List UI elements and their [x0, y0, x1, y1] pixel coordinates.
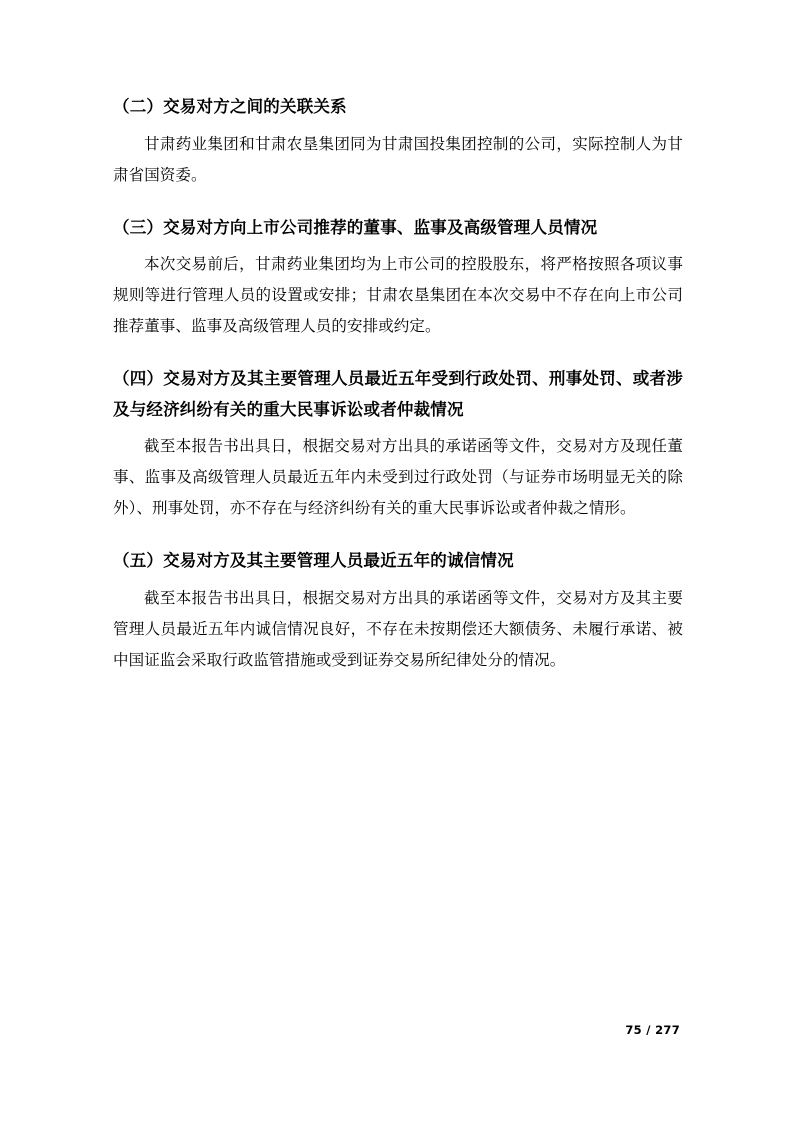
section-paragraph-5-1: 截至本报告书出具日，根据交易对方出具的承诺函等文件，交易对方及其主要管理人员最近五年内诚信情况良好，不存在未按期偿还大额债务、未履行承诺、被中国证监会采取行政监管措施或受到证券交易所纪律处分的情况。	[113, 589, 683, 669]
section-heading-3: （三）交易对方向上市公司推荐的董事、监事及高级管理人员情况	[113, 217, 598, 237]
page-number: 75 / 277	[625, 1023, 680, 1037]
section-heading-2: （二）交易对方之间的关联关系	[113, 97, 347, 116]
section-paragraph-4-1: 截至本报告书出具日，根据交易对方出具的承诺函等文件，交易对方及现任董事、监事及高级管理人员最近五年内未受到过行政处罚（与证券市场明显无关的除外）、刑事处罚，亦不存在与经济纠纷有关的重大民事诉讼或者仲裁之情形。	[113, 438, 683, 518]
section-paragraph-2-1: 甘肃药业集团和甘肃农垦集团同为甘肃国投集团控制的公司，实际控制人为甘肃省国资委。	[113, 135, 683, 184]
section-heading-4: （四）交易对方及其主要管理人员最近五年受到行政处罚、刑事处罚、或者涉及与经济纠纷有关的重大民事诉讼或者仲裁情况	[113, 369, 683, 419]
section-paragraph-3-1: 本次交易前后，甘肃药业集团均为上市公司的控股股东，将严格按照各项议事规则等进行管理人员的设置或安排；甘肃农垦集团在本次交易中不存在向上市公司推荐董事、监事及高级管理人员的安排或约定。	[113, 256, 683, 336]
section-heading-5: （五）交易对方及其主要管理人员最近五年的诚信情况	[113, 551, 514, 571]
page-content	[113, 92, 683, 676]
